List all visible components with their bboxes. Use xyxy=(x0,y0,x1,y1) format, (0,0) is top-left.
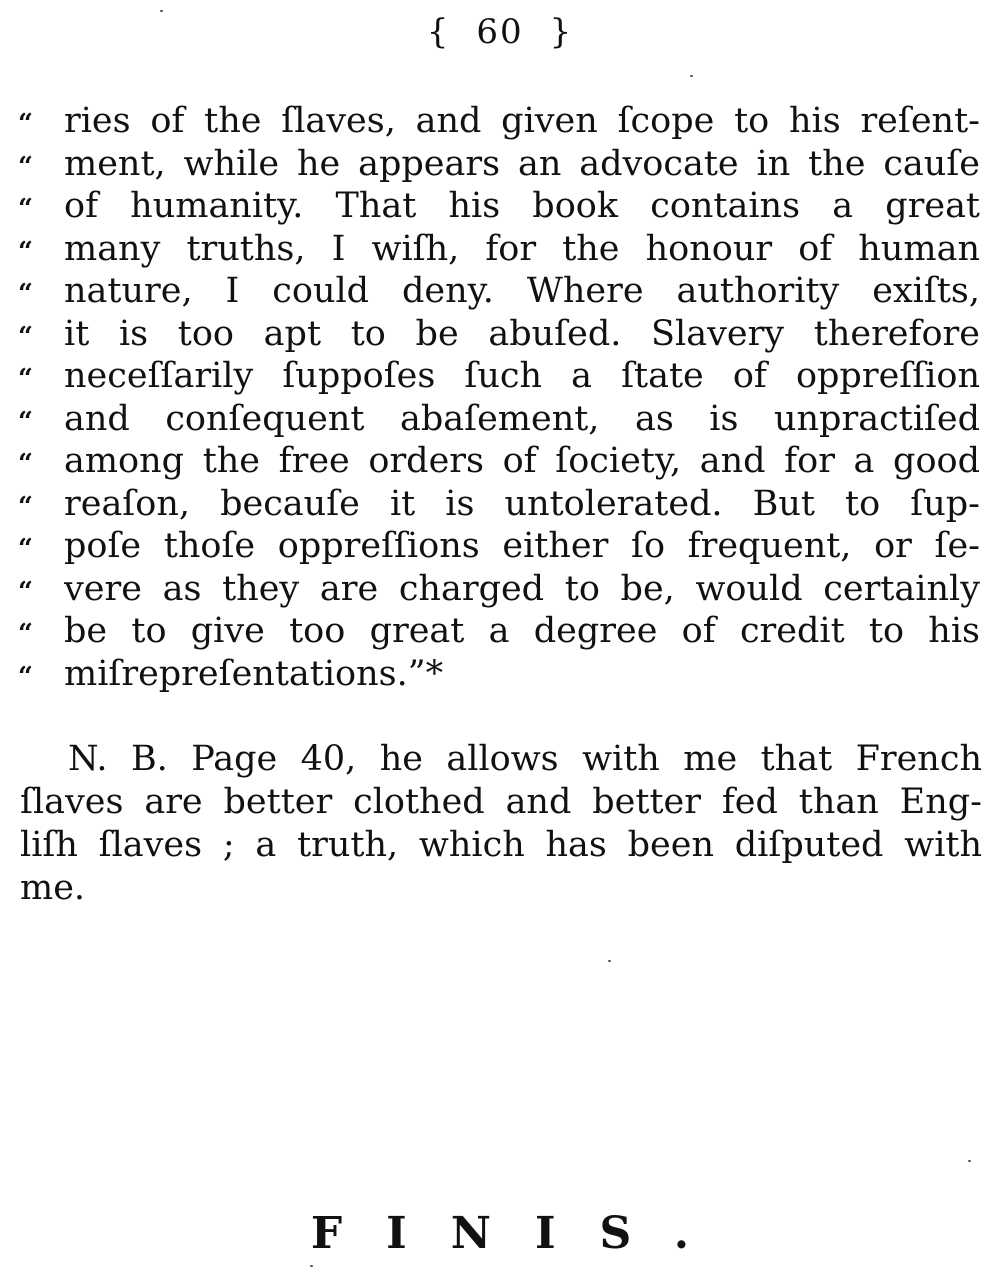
page-number-header xyxy=(0,12,1000,52)
quote-mark: “ xyxy=(18,279,33,309)
quote-line xyxy=(18,610,980,653)
quote-line-text: of humanity. That his book contains a great xyxy=(64,186,980,226)
quote-mark: “ xyxy=(18,449,33,479)
paper-speck xyxy=(608,960,611,962)
quote-line-text: vere as they are charged to be, would certainly xyxy=(64,568,980,609)
quote-line-text: ries of the ſlaves, and given ſcope to his reſent- xyxy=(64,101,980,141)
quote-line xyxy=(18,228,980,271)
quote-line xyxy=(18,653,980,696)
paper-speck xyxy=(690,75,693,77)
quote-line xyxy=(18,440,980,483)
quote-line xyxy=(18,355,980,398)
quote-mark: “ xyxy=(18,236,33,267)
quote-line xyxy=(18,525,980,568)
quote-line-text: be to give too great a degree of credit to his xyxy=(64,611,980,651)
page-number: 60 xyxy=(476,12,524,52)
quote-line-text: it is too apt to be abuſed. Slavery therefore xyxy=(64,313,980,354)
quoted-passage xyxy=(18,100,980,695)
quote-line-text: nature, I could deny. Where authority exiſts, xyxy=(64,271,980,311)
quote-line xyxy=(18,143,980,186)
quote-line-text: and conſequent abaſement, as is unpractiſed xyxy=(64,398,980,439)
page-number-open-brace: { xyxy=(426,12,451,52)
quote-line xyxy=(18,313,980,356)
quote-mark: “ xyxy=(18,661,33,692)
quote-line-text: miſrepreſentations.”* xyxy=(64,653,444,694)
nota-bene-paragraph xyxy=(20,738,982,910)
nota-bene-line: ſlaves are better clothed and better fed than Eng- xyxy=(20,782,982,822)
quote-line xyxy=(18,483,980,526)
quote-line xyxy=(18,185,980,228)
quote-mark: “ xyxy=(18,364,33,394)
quote-mark: “ xyxy=(18,491,33,522)
quote-mark: “ xyxy=(18,109,33,139)
quote-mark: “ xyxy=(18,406,33,437)
nota-bene-line: N. B. Page 40, he allows with me that French xyxy=(68,739,982,779)
quote-mark: “ xyxy=(18,576,33,607)
quote-mark: “ xyxy=(18,534,33,564)
paper-speck xyxy=(310,1265,313,1267)
quote-line xyxy=(18,270,980,313)
quote-line-text: reaſon, becauſe it is untolerated. But to ſup- xyxy=(64,483,980,524)
finis-colophon: FINIS. xyxy=(310,1208,734,1259)
quote-line-text: many truths, I wiſh, for the honour of human xyxy=(64,228,980,269)
quote-mark: “ xyxy=(18,321,33,352)
quote-line xyxy=(18,568,980,611)
quote-line-text: poſe thoſe oppreſſions either ſo frequent, or ſe- xyxy=(64,526,980,566)
quote-line-text: among the free orders of ſociety, and for a good xyxy=(64,441,980,481)
page-number-close-brace: } xyxy=(549,12,574,52)
quote-line xyxy=(18,398,980,441)
quote-mark: “ xyxy=(18,151,33,182)
nota-bene-line: me. xyxy=(20,868,86,908)
quote-mark: “ xyxy=(18,194,33,224)
paper-speck xyxy=(160,10,163,12)
paper-speck xyxy=(968,1160,971,1162)
nota-bene-line: liſh ſlaves ; a truth, which has been diſputed with xyxy=(20,825,982,865)
quote-line-text: ment, while he appears an advocate in the cauſe xyxy=(64,143,980,184)
quote-line xyxy=(18,100,980,143)
quote-line-text: neceſſarily ſuppoſes ſuch a ſtate of oppreſſion xyxy=(64,356,980,396)
quote-mark: “ xyxy=(18,619,33,649)
